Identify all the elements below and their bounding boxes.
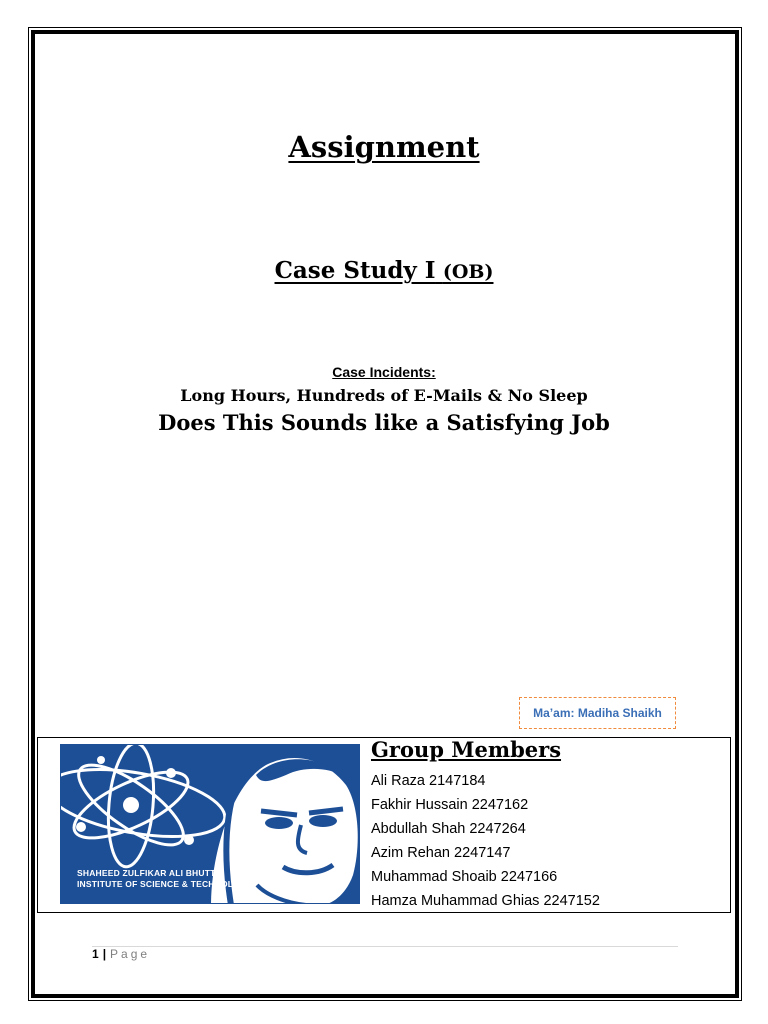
member-item: Fakhir Hussain 2247162 [371, 797, 529, 813]
footer-separator: | [102, 947, 107, 961]
logo-text [77, 868, 253, 890]
page-word: Page [110, 947, 151, 961]
footer-divider [92, 946, 678, 947]
member-item: Ali Raza 2147184 [371, 773, 486, 789]
member-item: Abdullah Shah 2247264 [371, 821, 526, 837]
page-number: 1 [92, 947, 99, 961]
subtitle-main: Case Study I [274, 257, 436, 284]
subtitle-paren: (OB) [442, 261, 494, 283]
teacher-name: Ma’am: Madiha Shaikh [533, 706, 662, 720]
case-incident-question: Does This Sounds like a Satisfying Job [158, 410, 610, 435]
logo-line-2: INSTITUTE OF SCIENCE & TECHNOLOGY [77, 879, 253, 889]
teacher-name-box [519, 697, 676, 729]
group-members-heading: Group Members [371, 737, 562, 762]
member-item: Azim Rehan 2247147 [371, 845, 511, 861]
title-text: Assignment [288, 130, 480, 164]
member-item: Muhammad Shoaib 2247166 [371, 869, 558, 885]
institute-logo [60, 744, 360, 904]
logo-line-1: SHAHEED ZULFIKAR ALI BHUTTO [77, 868, 223, 878]
group-members-list [371, 769, 600, 913]
document-title [0, 130, 768, 164]
page-footer [92, 947, 150, 961]
case-incident-title: Long Hours, Hundreds of E-Mails & No Sleep [180, 386, 588, 405]
document-subtitle [0, 257, 768, 284]
member-item: Hamza Muhammad Ghias 2247152 [371, 893, 600, 909]
case-incidents-label: Case Incidents: [332, 364, 436, 380]
